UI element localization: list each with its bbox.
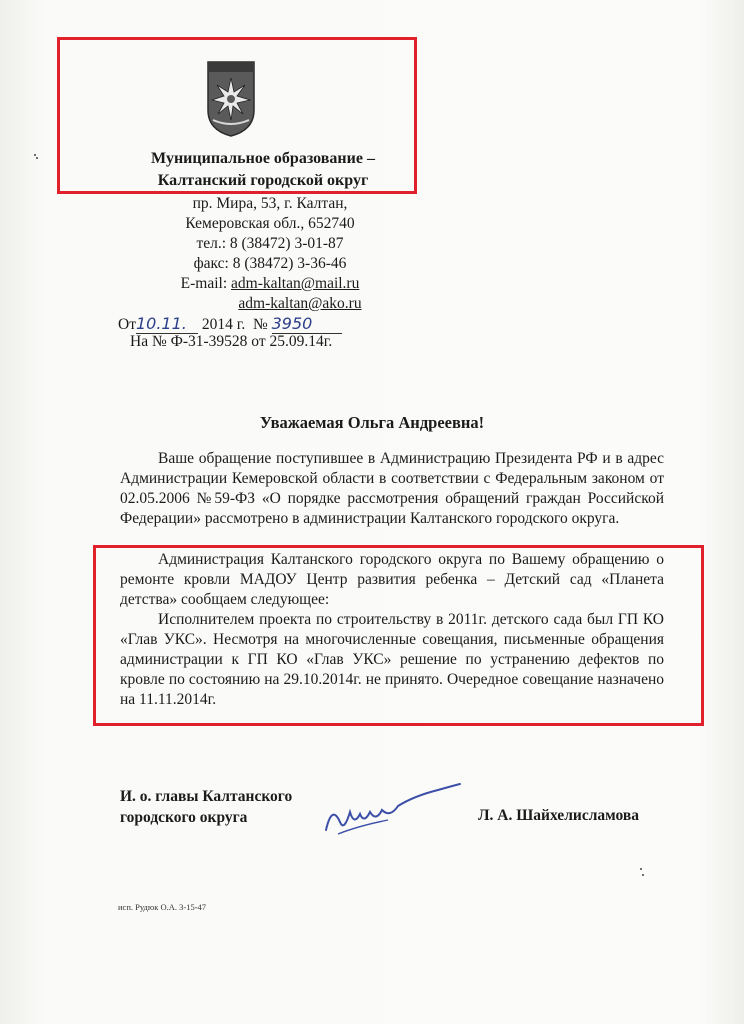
handwritten-signature-icon [318, 782, 468, 842]
highlight-box-body [93, 545, 704, 726]
address-line2: Кемеровская обл., 652740 [185, 215, 355, 232]
out-year: 2014 г. [201, 316, 246, 333]
address-line1: пр. Мира, 53, г. Калтан, [192, 195, 348, 212]
signatory-name: Л. А. Шайхелисламова [478, 807, 639, 824]
email-row-2 [150, 294, 450, 314]
out-number-label: № [252, 316, 268, 333]
signatory-title-line2: городского округа [120, 809, 248, 826]
email-label: E-mail: [180, 275, 232, 292]
fax: факс: 8 (38472) 3-36-46 [193, 255, 347, 272]
paragraph-3-text: Исполнителем проекта по строительству в 2011г. детского сада был ГП КО «Глав УКС». Несмотря на многочисленные совещания, письменные обращения администрации к ГП КО «Глав УКС» решение по устранению дефектов по кровле по состоянию на 29.10.2014г. не принято. Очередное совещание назначено на 11.11.2014г. [120, 611, 664, 708]
outgoing-number-line [118, 314, 342, 334]
scan-speck [34, 154, 36, 156]
paragraph-1 [120, 449, 664, 529]
paragraph-1-text: Ваше обращение поступившее в Администрацию Президента РФ и в адрес Администрации Кемеровской области в соответствии с Федеральным законом от 02.05.2006 №59-ФЗ «О порядке рассмотрения обращений граждан Российской Федерации» рассмотрено в администрации Калтанского городского округа. [120, 450, 664, 527]
highlight-box-header [57, 37, 417, 194]
reference-line: На № Ф-31-39528 от 25.09.14г. [130, 333, 333, 350]
org-name-line1: Муниципальное образование – [151, 150, 375, 167]
phone: тел.: 8 (38472) 3-01-87 [196, 235, 344, 252]
signatory-title-line1: И. о. главы Калтанского [120, 788, 293, 805]
handwritten-number: 3950 [272, 314, 342, 334]
email-link-1[interactable]: adm-kaltan@mail.ru [231, 275, 360, 292]
scan-speck [640, 868, 642, 870]
scan-speck [36, 157, 38, 159]
out-prefix: От [118, 316, 136, 333]
handwritten-date: 10.11. [136, 314, 198, 334]
scan-speck [642, 874, 644, 876]
org-name-line2: Калтанский городской округ [157, 172, 369, 189]
signatory-title [120, 786, 292, 828]
email-link-2[interactable]: adm-kaltan@ako.ru [238, 295, 362, 312]
executor-note: исп. Рудюк О.А. 3-15-47 [118, 902, 207, 912]
paragraph-2-text: Администрация Калтанского городского округа по Вашему обращению о ремонте кровли МАДОУ Центр развития ребенка – Детский сад «Планета детства» сообщаем следующее: [120, 551, 664, 608]
greeting: Уважаемая Ольга Андреевна! [259, 413, 485, 432]
email-row [120, 274, 420, 294]
